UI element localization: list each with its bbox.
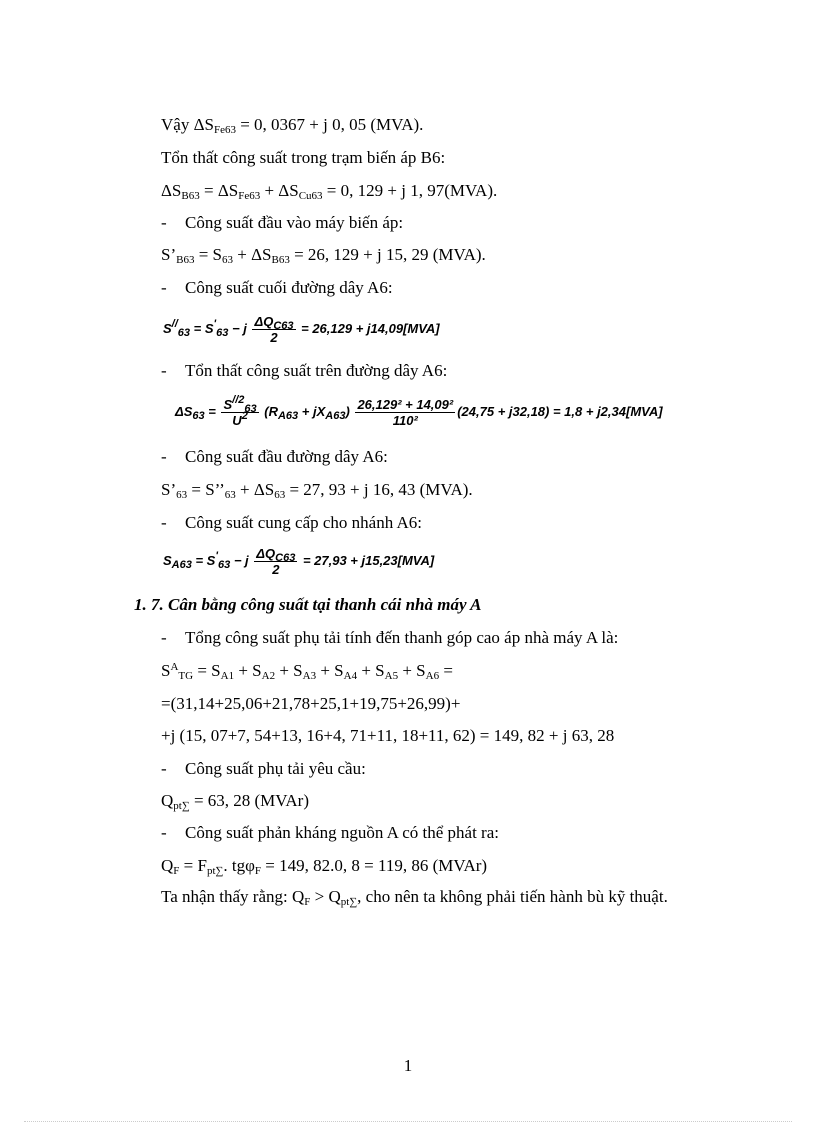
equation-s63-end: $S^{//}_{63} = S'_{63} - j$ $\frac{\Delta Q_{C63}}{2}$ = 26,129 + j14,09[MVA] — [163, 314, 440, 346]
fraction: $\frac{\Delta Q_{C63}}{2}$ — [256, 546, 296, 578]
section-heading: 1. 7. Cân bằng công suất tại thanh cái nhà máy A — [134, 595, 482, 614]
text-line-s-b63: $S’_{B63} = S_{63} + \Delta S_{B63} = 26$, 129 + j 15, 29 (MVA). — [161, 245, 486, 266]
text-line-loss-intro: Tổn thất công suất trong trạm biến áp B6: — [161, 148, 446, 167]
text-line-conclusion: Ta nhận thấy rằng: $Q_F > Q_{pt\sum}$, cho nên ta không phải tiến hành bù kỹ thuật. — [161, 887, 668, 908]
text-line-s63-prime: $S’_{63}$ = $S’’_{63} + \Delta S_{63} = 27$, 93 + j 16, 43 (MVA). — [161, 480, 473, 501]
text-line-q-pt: $Q_{pt\sum} = 63$, 28 (MVAr) — [161, 791, 309, 812]
bullet-line-end-power: - Công suất cuối đường dây A6: — [161, 278, 393, 297]
bullet-reactive-source: - Công suất phản kháng nguồn A có thể phát ra: — [161, 823, 499, 842]
equation-delta-s63: $\Delta S_{63}$ = $\frac{S^{//2}_{63}}{U^2}$ $(R_{A63} + jX_{A63})$ $\frac{\text{26,129² + 14,09²}}{\text{110²}}$ (24,75 + j32,18) = 1,8 + j2,34[MVA] — [175, 394, 663, 429]
text-line-delta-sfe63: Vậy $\Delta S_{Fe63} = 0$, 0367 + j 0, 05 (MVA). — [161, 115, 424, 136]
bullet-dash: - — [161, 361, 167, 380]
bullet-dash: - — [161, 628, 167, 647]
fraction: $\frac{S^{//2}_{63}}{U^2}$ — [223, 394, 257, 429]
bullet-dash: - — [161, 513, 167, 532]
text-line-sum-real: =(31,14+25,06+21,78+25,1+19,75+26,99)+ — [161, 694, 461, 713]
bullet-total-load: - Tổng công suất phụ tải tính đến thanh góp cao áp nhà máy A là: — [161, 628, 619, 647]
bullet-transformer-input: - Công suất đầu vào máy biến áp: — [161, 213, 404, 232]
fraction: $\frac{\Delta Q_{C63}}{2}$ — [254, 314, 294, 346]
text-line-s-tg: $S^A_{TG} = S_{A1} + S_{A2} + S_{A3} + S_{A4} + S_{A5} + S_{A6}$ = — [161, 661, 453, 682]
bullet-dash: - — [161, 759, 167, 778]
bullet-dash: - — [161, 823, 167, 842]
fraction: $\frac{\text{26,129² + 14,09²}}{\text{110²}}$ — [357, 397, 454, 429]
equation-s-a63: $S_{A63} = S'_{63} - j$ $\frac{\Delta Q_{C63}}{2}$ = 27,93 + j15,23[MVA] — [163, 546, 435, 578]
bullet-dash: - — [161, 278, 167, 297]
bullet-line-start-power: - Công suất đầu đường dây A6: — [161, 447, 388, 466]
text-line-sum-imag: +j (15, 07+7, 54+13, 16+4, 71+11, 18+11, 62) = 149, 82 + j 63, 28 — [161, 726, 615, 745]
bullet-required-load: - Công suất phụ tải yêu cầu: — [161, 759, 366, 778]
page-divider — [24, 1121, 792, 1122]
bullet-line-loss: - Tổn thất công suất trên đường dây A6: — [161, 361, 448, 380]
page-number: 1 — [403, 1056, 413, 1075]
bullet-dash: - — [161, 447, 167, 466]
bullet-branch-supply: - Công suất cung cấp cho nhánh A6: — [161, 513, 423, 532]
text-line-delta-sb63: $\Delta S_{B63} = \Delta S_{Fe63} + \Delta S_{Cu63} = 0$, 129 + j 1, 97(MVA). — [161, 181, 498, 202]
text-line-q-f: $Q_F = F_{pt\sum}$. tgφ$_F$ = 149, 82.0, 8 = 119, 86 (MVAr) — [161, 856, 488, 877]
bullet-dash: - — [161, 213, 167, 232]
